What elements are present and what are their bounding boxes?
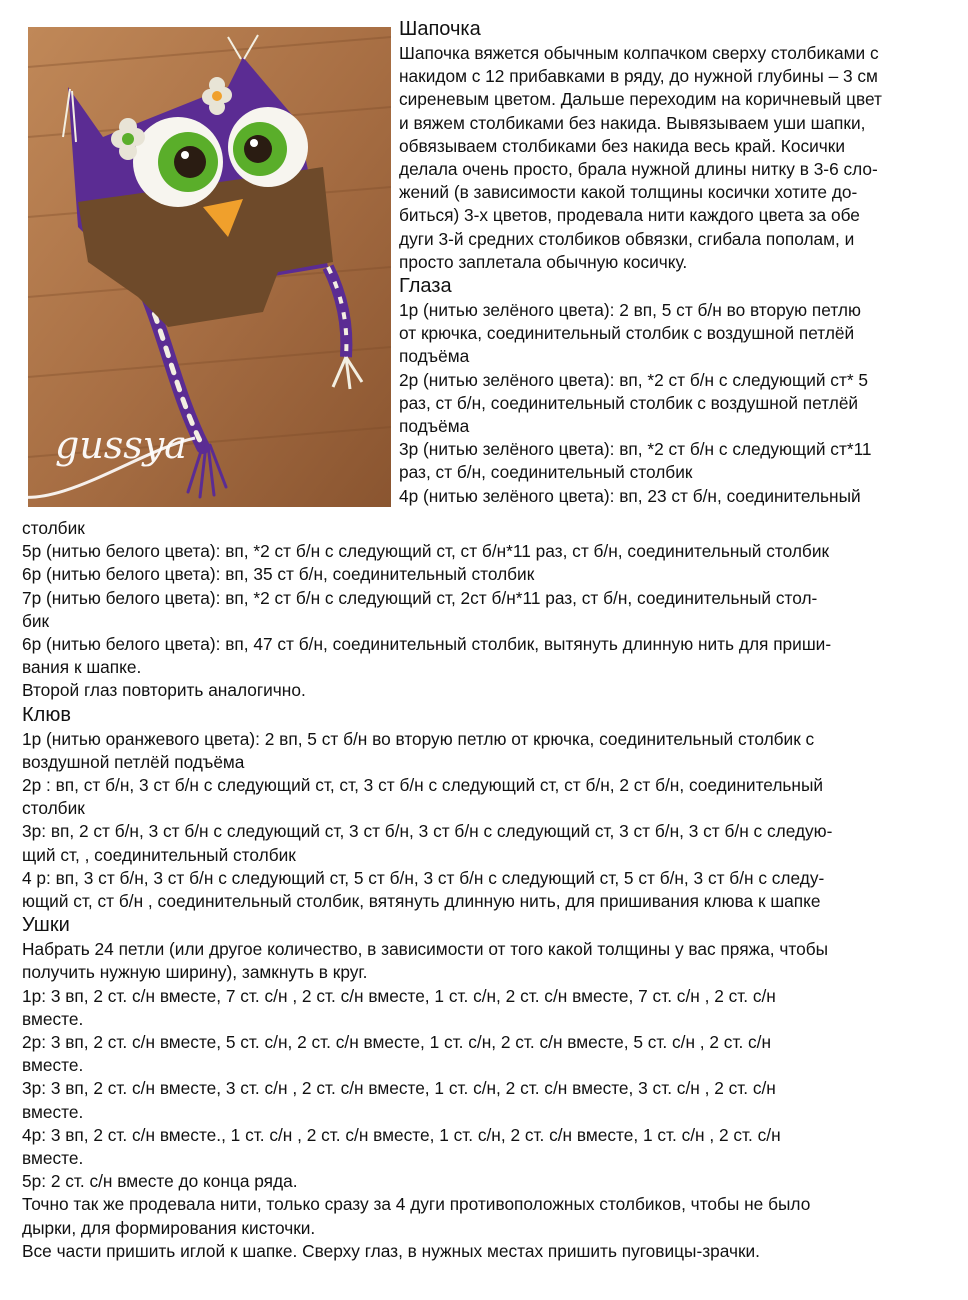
beak-heading: Клюв [22,703,71,726]
beak-line: ющий ст, ст б/н , соединительный столбик, вятянуть длинную нить, для пришивания клюва к шапке [22,891,821,912]
ears-line: 3р: 3 вп, 2 ст. с/н вместе, 3 ст. с/н , 2 ст. с/н вместе, 1 ст. с/н, 2 ст. с/н вместе, 3 ст. с/н , 2 ст. с/н [22,1078,776,1099]
eye-left [133,117,223,207]
eyes-line: раз, ст б/н, соединительный столбик [399,462,693,483]
beak-line: 4 р: вп, 3 ст б/н, 3 ст б/н с следующий ст, 5 ст б/н, 3 ст б/н с следующий ст, 5 ст б/н, 3 ст б/н с следу- [22,867,825,888]
eyes-line: 3р (нитью зелёного цвета): вп, *2 ст б/н с следующий ст*11 [399,439,872,460]
eyes-continued [22,517,952,1263]
eyes-heading: Глаза [399,275,452,298]
beak-line: щий ст, , соединительный столбик [22,844,296,865]
beak-line: 1р (нитью оранжевого цвета): 2 вп, 5 ст б/н во вторую петлю от крючка, соединительный столбик с [22,728,815,749]
eyes-line: Второй глаз повторить аналогично. [22,680,306,701]
ears-line: Набрать 24 петли (или другое количество, в зависимости от того какой толщины у вас пряжа, чтобы [22,939,829,960]
eyes-line: подъёма [399,346,470,367]
ears-line: Все части пришить иглой к шапке. Сверху глаз, в нужных местах пришить пуговицы-зрачки. [22,1240,760,1261]
gussya-watermark [0,400,240,520]
hat-line: жений (в зависимости какой толщины косички хотите до- [399,182,858,203]
eyes-line: 2р (нитью зелёного цвета): вп, *2 ст б/н с следующий ст* 5 [399,369,868,390]
eyes-line: от крючка, соединительный столбик с воздушной петлёй [399,323,855,344]
ears-line: Точно так же продевала нити, только сразу за 4 дуги противоположных столбиков, чтобы не было [22,1194,811,1215]
hat-line: и вяжем столбиками без накида. Вывязываем уши шапки, [399,112,866,133]
hat-heading: Шапочка [399,18,481,40]
eyes-line: 4р (нитью зелёного цвета): вп, 23 ст б/н, соединительный [399,485,861,506]
eyes-line: бик [22,610,50,631]
eyes-line: 6р (нитью белого цвета): вп, 35 ст б/н, соединительный столбик [22,564,535,585]
ears-line: 4р: 3 вп, 2 ст. с/н вместе., 1 ст. с/н , 2 ст. с/н вместе, 1 ст. с/н, 2 ст. с/н вместе, 1 ст. с/н , 2 ст. с/н [22,1124,781,1145]
beak-line: столбик [22,798,85,819]
ears-line: получить нужную ширину), замкнуть в круг. [22,962,368,983]
hat-section [399,17,955,508]
ears-line: вместе. [22,1008,84,1029]
ears-line: 5р: 2 ст. с/н вместе до конца ряда. [22,1171,298,1192]
hat-line: делала очень просто, брала нужной длины нитку в 3-6 сло- [399,159,878,180]
eyes-line: подъёма [399,416,470,437]
eyes-line: 5р (нитью белого цвета): вп, *2 ст б/н с следующий ст, ст б/н*11 раз, ст б/н, соединительный столбик [22,541,830,562]
ears-line: 1р: 3 вп, 2 ст. с/н вместе, 7 ст. с/н , 2 ст. с/н вместе, 1 ст. с/н, 2 ст. с/н вместе, 7 ст. с/н , 2 ст. с/н [22,985,776,1006]
eyes-line: вания к шапке. [22,657,142,678]
beak-line: 3р: вп, 2 ст б/н, 3 ст б/н с следующий ст, 3 ст б/н, 3 ст б/н с следующий ст, 3 ст б/н, 3 ст б/н с следую- [22,821,833,842]
hat-line: дуги 3-й средних столбиков обвязки, сгибала пополам, и [399,228,855,249]
eyes-line: 1р (нитью зелёного цвета): 2 вп, 5 ст б/н во вторую петлю [399,300,861,321]
svg-text:gussya: gussya [55,423,187,467]
ears-line: 2р: 3 вп, 2 ст. с/н вместе, 5 ст. с/н, 2 ст. с/н вместе, 1 ст. с/н, 2 ст. с/н вместе, 5 ст. с/н , 2 ст. с/н [22,1032,772,1053]
eye-right [228,107,308,187]
hat-line: накидом с 12 прибавками в ряду, до нужной глубины – 3 см [399,66,878,87]
hat-line: просто заплетала обычную косичку. [399,251,688,272]
hat-line: Шапочка вяжется обычным колпачком сверху столбиками с [399,43,879,63]
eyes-line: 6р (нитью белого цвета): вп, 47 ст б/н, соединительный столбик, вытянуть длинную нить для приши- [22,634,832,655]
beak-line: 2р : вп, ст б/н, 3 ст б/н с следующий ст, ст, 3 ст б/н с следующий ст, ст б/н, 2 ст б/н, соединительный [22,775,824,796]
ears-line: вместе. [22,1055,84,1076]
ears-line: дырки, для формирования кисточки. [22,1217,316,1238]
beak-line: воздушной петлёй подъёма [22,751,245,772]
eyes-line: раз, ст б/н, соединительный столбик с воздушной петлёй [399,392,859,413]
hat-line: обвязываем столбиками без накида весь край. Косички [399,135,845,156]
hat-line: биться) 3-х цветов, продевала нити каждого цвета за обе [399,205,860,226]
ears-line: вместе. [22,1148,84,1169]
ears-heading: Ушки [22,914,70,937]
eyes-line: 7р (нитью белого цвета): вп, *2 ст б/н с следующий ст, 2ст б/н*11 раз, ст б/н, соединительный стол- [22,587,818,608]
ears-line: вместе. [22,1101,84,1122]
hat-line: сиреневым цветом. Дальше переходим на коричневый цвет [399,89,882,110]
eyes-line: столбик [22,518,85,538]
